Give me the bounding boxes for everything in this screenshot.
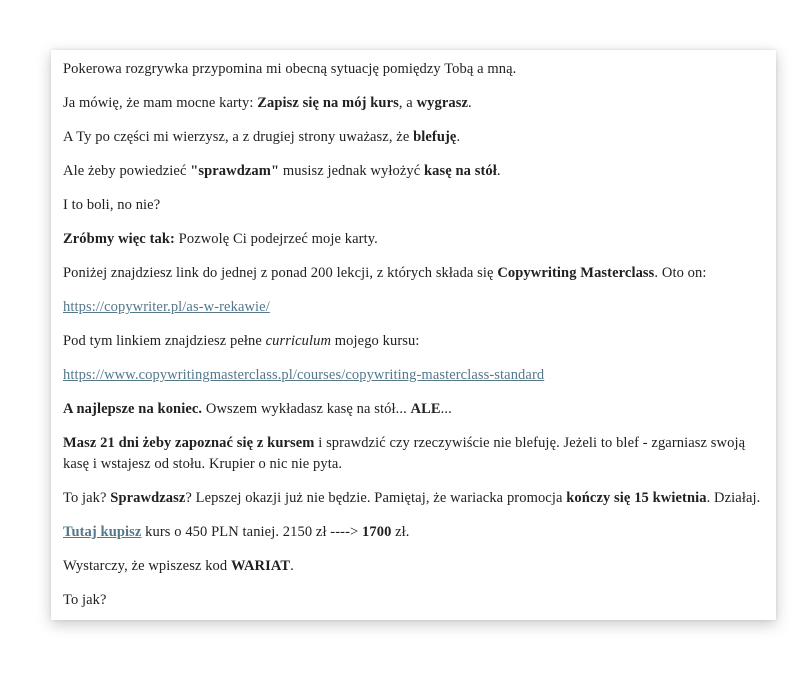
- text-segment: wygrasz: [416, 95, 469, 111]
- text-segment: Pod tym linkiem znajdziesz pełne: [63, 333, 266, 349]
- text-segment: . Działaj.: [706, 490, 761, 506]
- text-segment: Wystarczy, że wpiszesz kod: [63, 558, 231, 574]
- text-segment: A najlepsze na koniec.: [63, 401, 203, 417]
- text-segment: kasę na stół: [423, 163, 497, 179]
- text-segment: Zróbmy więc tak:: [63, 231, 175, 247]
- paragraph-bluff: [63, 127, 762, 148]
- text-segment: Sprawdzasz: [110, 490, 186, 506]
- text-segment: , a: [398, 95, 417, 111]
- paragraph-check: [63, 161, 762, 182]
- paragraph-poker-intro: [63, 59, 762, 80]
- text-segment: Pozwolę Ci podejrzeć moje karty.: [174, 231, 378, 247]
- text-segment: kurs o 450 PLN taniej. 2150 zł ---->: [141, 524, 363, 540]
- text-segment: 1700: [362, 524, 392, 540]
- text-segment: A Ty po części mi wierzysz, a z drugiej strony uważasz, że: [63, 129, 414, 145]
- paragraph-21-days: [63, 433, 762, 475]
- paragraph-promo-code: [63, 556, 762, 577]
- text-segment: zł.: [391, 524, 410, 540]
- text-segment: mojego kursu:: [331, 333, 420, 349]
- paragraph-curriculum-intro: [63, 331, 762, 352]
- lesson-link[interactable]: https://copywriter.pl/as-w-rekawie/: [63, 299, 270, 315]
- text-segment: .: [496, 163, 501, 179]
- text-segment: i sprawdzić czy rzeczywiście nie blefuję. Jeżeli to blef - zgarniasz swoją kasę i wstajesz od stołu. Krupier o nic nie pyta.: [63, 435, 746, 472]
- text-segment: Zapisz się na mój kurs: [257, 95, 399, 111]
- text-segment: WARIAT: [230, 558, 291, 574]
- text-segment: "sprawdzam": [190, 163, 280, 179]
- text-segment: Pokerowa rozgrywka przypomina mi obecną sytuację pomiędzy Tobą a mną.: [63, 61, 517, 77]
- text-segment: Ale żeby powiedzieć: [63, 163, 191, 179]
- text-segment: kończy się 15 kwietnia: [566, 490, 707, 506]
- text-segment: Owszem wykładasz kasę na stół...: [202, 401, 411, 417]
- text-segment: musisz jednak wyłożyć: [279, 163, 424, 179]
- text-segment: To jak?: [63, 490, 111, 506]
- paragraph-lesson-link: [63, 297, 762, 318]
- text-segment: ALE: [410, 401, 441, 417]
- email-body: [63, 59, 762, 611]
- paragraph-strong-cards: [63, 93, 762, 114]
- text-segment: curriculum: [265, 333, 332, 349]
- paragraph-lesson-link-intro: [63, 263, 762, 284]
- text-segment: .: [468, 95, 472, 111]
- text-segment: . Oto on:: [654, 265, 707, 281]
- email-card: [51, 50, 776, 620]
- curriculum-link[interactable]: https://www.copywritingmasterclass.pl/courses/copywriting-masterclass-standard: [63, 367, 545, 383]
- paragraph-hurts: [63, 195, 762, 216]
- paragraph-curriculum-link: [63, 365, 762, 386]
- text-segment: ...: [440, 401, 452, 417]
- text-segment: ? Lepszej okazji już nie będzie. Pamiętaj, że wariacka promocja: [185, 490, 567, 506]
- paragraph-lets-do-this: [63, 229, 762, 250]
- text-segment: blefuję: [413, 129, 457, 145]
- buy-link[interactable]: Tutaj kupisz: [63, 524, 142, 540]
- paragraph-closing: [63, 590, 762, 611]
- text-segment: Ja mówię, że mam mocne karty:: [63, 95, 258, 111]
- paragraph-best-for-last: [63, 399, 762, 420]
- paragraph-deadline: [63, 488, 762, 509]
- text-segment: Poniżej znajdziesz link do jednej z ponad 200 lekcji, z których składa się: [63, 265, 498, 281]
- text-segment: I to boli, no nie?: [63, 197, 161, 213]
- text-segment: Copywriting Masterclass: [497, 265, 655, 281]
- text-segment: .: [290, 558, 294, 574]
- text-segment: To jak?: [63, 592, 107, 608]
- text-segment: Masz 21 dni żeby zapoznać się z kursem: [63, 435, 315, 451]
- text-segment: .: [456, 129, 461, 145]
- paragraph-buy: [63, 522, 762, 543]
